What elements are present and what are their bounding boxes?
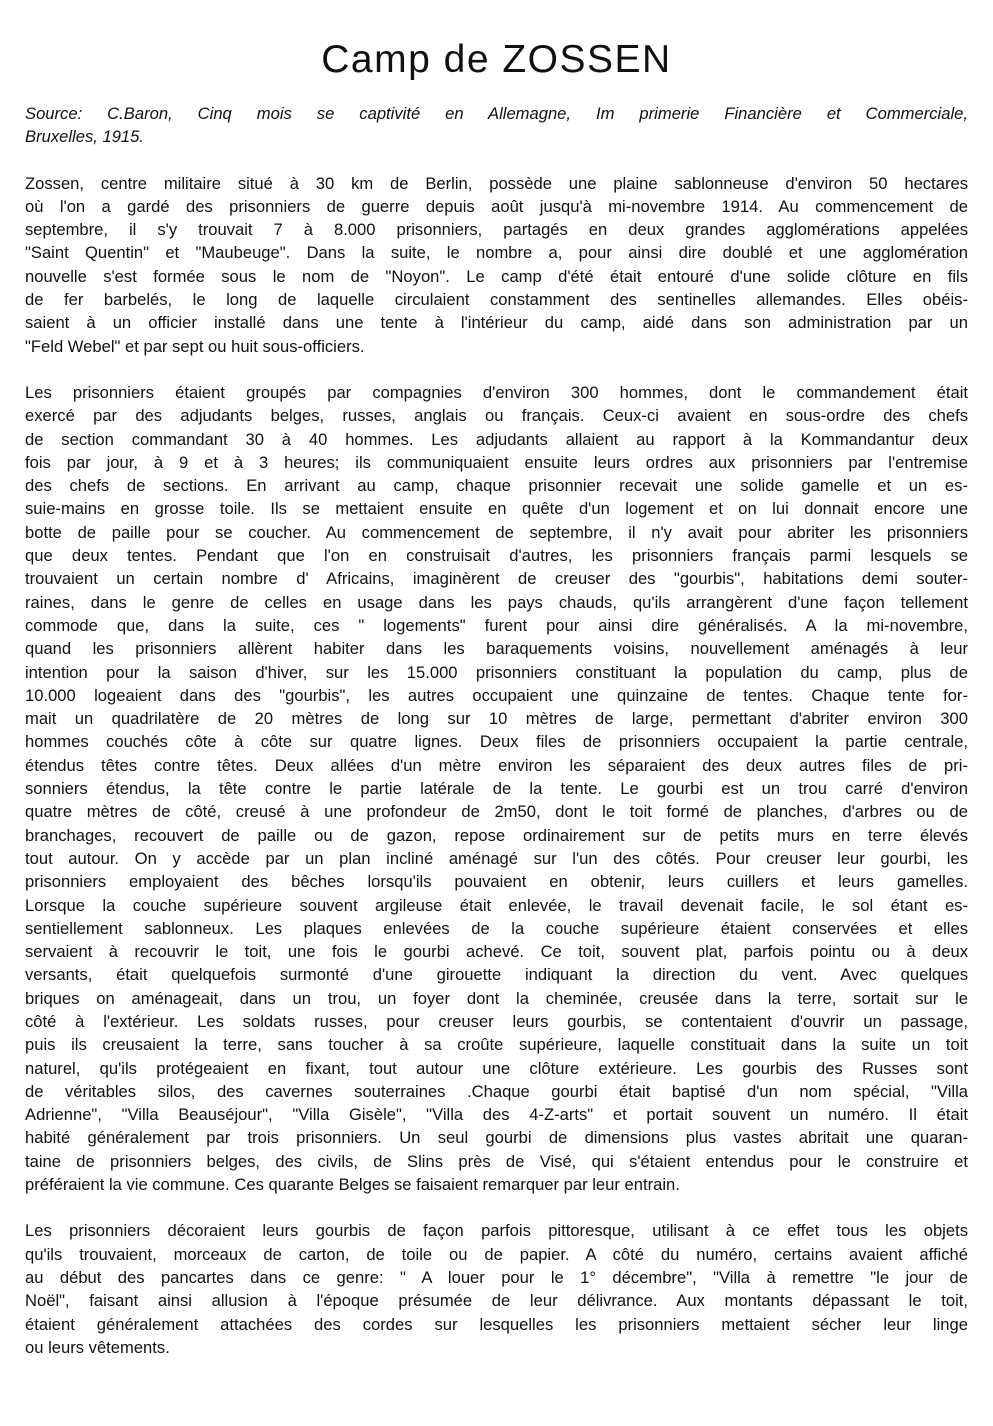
text-line: mait un quadrilatère de 20 mètres de long sur 10 mètres de large, permettant d'abriter environ 300 — [25, 709, 968, 729]
text-line: Noël", faisant ainsi allusion à l'époque présumée de leur délivrance. Aux montants dépassant le toit, — [25, 1291, 968, 1311]
text-line: côté à l'extérieur. Les soldats russes, pour creuser leurs gourbis, se contentaient d'ouvrir un passage, — [25, 1011, 968, 1031]
text-line: fois par jour, à 9 et à 3 heures; ils communiquaient ensuite leurs ordres aux prisonniers par l'entremise — [25, 452, 968, 472]
text-line: sentiellement sablonneux. Les plaques enlevées de la couche supérieure étaient conservées et elles — [25, 918, 968, 938]
text-line: étaient généralement attachées des cordes sur lesquelles les prisonniers mettaient sécher leur linge — [25, 1314, 968, 1334]
page-title: Camp de ZOSSEN — [321, 38, 672, 81]
text-line: prisonniers employaient des bêches lorsqu'ils pouvaient en obtenir, leurs cuillers et leurs gamelles. — [25, 872, 968, 892]
text-line: raines, dans le genre de celles en usage dans les pays chauds, qu'ils arrangèrent d'une façon tellement — [25, 592, 968, 612]
text-line: de fer barbelés, le long de laquelle circulaient constamment des sentinelles allemandes. Elles obéis- — [25, 290, 968, 310]
text-line: sonniers étendus, la tête contre le partie latérale de la tente. Le gourbi est un trou carré d'environ — [25, 779, 968, 799]
text-line: Adrienne", "Villa Beauséjour", "Villa Gisèle", "Villa des 4-Z-arts" et portait souvent un numéro. Il était — [25, 1105, 968, 1125]
text-line: de véritables silos, des cavernes souterraines .Chaque gourbi était baptisé d'un nom spécial, "Villa — [25, 1081, 968, 1101]
text-line: hommes couchés côte à côte sur quatre lignes. Deux files de prisonniers occupaient la partie centrale, — [25, 732, 968, 752]
text-line: naturel, qu'ils protégeaient en fixant, tout autour une clôture extérieure. Les gourbis des Russes sont — [25, 1058, 968, 1078]
text-line: septembre, il s'y trouvait 7 à 8.000 prisonniers, partagés en deux grandes agglomérations appelées — [25, 220, 968, 240]
text-line: quatre mètres de côté, creusé à une profondeur de 2m50, dont le toit formé de planches, d'arbres ou de — [25, 802, 968, 822]
paragraph — [25, 172, 968, 358]
body-text — [25, 172, 968, 1360]
text-line: de section commandant 30 à 40 hommes. Les adjudants allaient au rapport à la Kommandantur deux — [25, 429, 968, 449]
text-line: botte de paille pour se coucher. Au commencement de septembre, il n'y avait pour abriter les prisonniers — [25, 522, 968, 542]
text-line: versants, était quelquefois surmonté d'une girouette indiquant la direction du vent. Avec quelques — [25, 965, 968, 985]
text-line: où l'on a gardé des prisonniers de guerre depuis août jusqu'à mi-novembre 1914. Au commencement de — [25, 196, 968, 216]
source-citation — [25, 102, 968, 149]
text-line: exercé par des adjudants belges, russes, anglais ou français. Ceux-ci avaient en sous-ordre des chefs — [25, 406, 968, 426]
text-line: quand les prisonniers allèrent habiter dans les baraquements voisins, nouvellement aménagés à leur — [25, 639, 968, 659]
text-line: ou leurs vêtements. — [25, 1337, 170, 1357]
text-line: suie-mains en grosse toile. Ils se mettaient ensuite en quête d'un logement et on lui donnait encore une — [25, 499, 968, 519]
text-line: trouvaient un certain nombre d' Africains, imaginèrent de creuser des "gourbis", habitations demi souter- — [25, 569, 968, 589]
text-line: Les prisonniers étaient groupés par compagnies d'environ 300 hommes, dont le commandement était — [25, 382, 968, 402]
document-page — [25, 0, 968, 1359]
text-line: 10.000 logeaient dans des "gourbis", les autres occupaient une quinzaine de tentes. Chaque tente for- — [25, 685, 968, 705]
text-line: nouvelle s'est formée sous le nom de "Noyon". Le camp d'été était entouré d'une solide clôture en fils — [25, 266, 968, 286]
text-line: "Saint Quentin" et "Maubeuge". Dans la suite, le nombre a, pour ainsi dire doublé et une agglomération — [25, 243, 968, 263]
paragraph — [25, 1219, 968, 1359]
text-line: briques on aménageait, dans un trou, un foyer dont la cheminée, creusée dans la terre, sortait sur le — [25, 988, 968, 1008]
text-line: commode que, dans la suite, ces " logements" furent pour ainsi dire généralisés. A la mi-novembre, — [25, 615, 968, 635]
text-line: branchages, recouvert de paille ou de gazon, repose ordinairement sur de petits murs en terre élevés — [25, 825, 968, 845]
source-line: Bruxelles, 1915. — [25, 127, 144, 147]
text-line: que deux tentes. Pendant que l'on en construisait d'autres, les prisonniers français parmi lesquels se — [25, 546, 968, 566]
text-line: étendus têtes contre têtes. Deux allées d'un mètre environ les séparaient des deux autres files de pri- — [25, 755, 968, 775]
text-line: habité généralement par trois prisonniers. Un seul gourbi de dimensions plus vastes abritait une quaran- — [25, 1128, 968, 1148]
text-line: "Feld Webel" et par sept ou huit sous-officiers. — [25, 336, 365, 356]
text-line: saient à un officier installé dans une tente à l'intérieur du camp, aidé dans son administration par un — [25, 313, 968, 333]
text-line: puis ils creusaient la terre, sans toucher à sa croûte supérieure, laquelle constituait dans la suite un toit — [25, 1035, 968, 1055]
text-line: taine de prisonniers belges, des civils, de Slins près de Visé, qui s'étaient entendus pour le construire et — [25, 1151, 968, 1171]
text-line: intention pour la saison d'hiver, sur les 15.000 prisonniers constituant la population du camp, plus de — [25, 662, 968, 682]
text-line: tout autour. On y accède par un plan incliné aménagé sur l'un des côtés. Pour creuser leur gourbi, les — [25, 848, 968, 868]
text-line: des chefs de sections. En arrivant au camp, chaque prisonnier recevait une solide gamelle et un es- — [25, 476, 968, 496]
text-line: préféraient la vie commune. Ces quarante Belges se faisaient remarquer par leur entrain. — [25, 1175, 680, 1195]
text-line: Zossen, centre militaire situé à 30 km de Berlin, possède une plaine sablonneuse d'environ 50 hectares — [25, 173, 968, 193]
paragraph — [25, 381, 968, 1196]
text-line: qu'ils trouvaient, morceaux de carton, de toile ou de papier. A côté du numéro, certains avaient affiché — [25, 1244, 968, 1264]
source-line: Source: C.Baron, Cinq mois se captivité en Allemagne, Im primerie Financière et Commerciale, — [25, 104, 968, 123]
text-line: servaient à recouvrir le toit, une fois le gourbi achevé. Ce toit, souvent plat, parfois pointu ou à deux — [25, 942, 968, 962]
text-line: Les prisonniers décoraient leurs gourbis de façon parfois pittoresque, utilisant à ce effet tous les objets — [25, 1221, 968, 1241]
text-line: au début des pancartes dans ce genre: " A louer pour le 1° décembre", "Villa à remettre "le jour de — [25, 1267, 968, 1287]
text-line: Lorsque la couche supérieure souvent argileuse était enlevée, le travail devenait facile, le sol étant es- — [25, 895, 968, 915]
